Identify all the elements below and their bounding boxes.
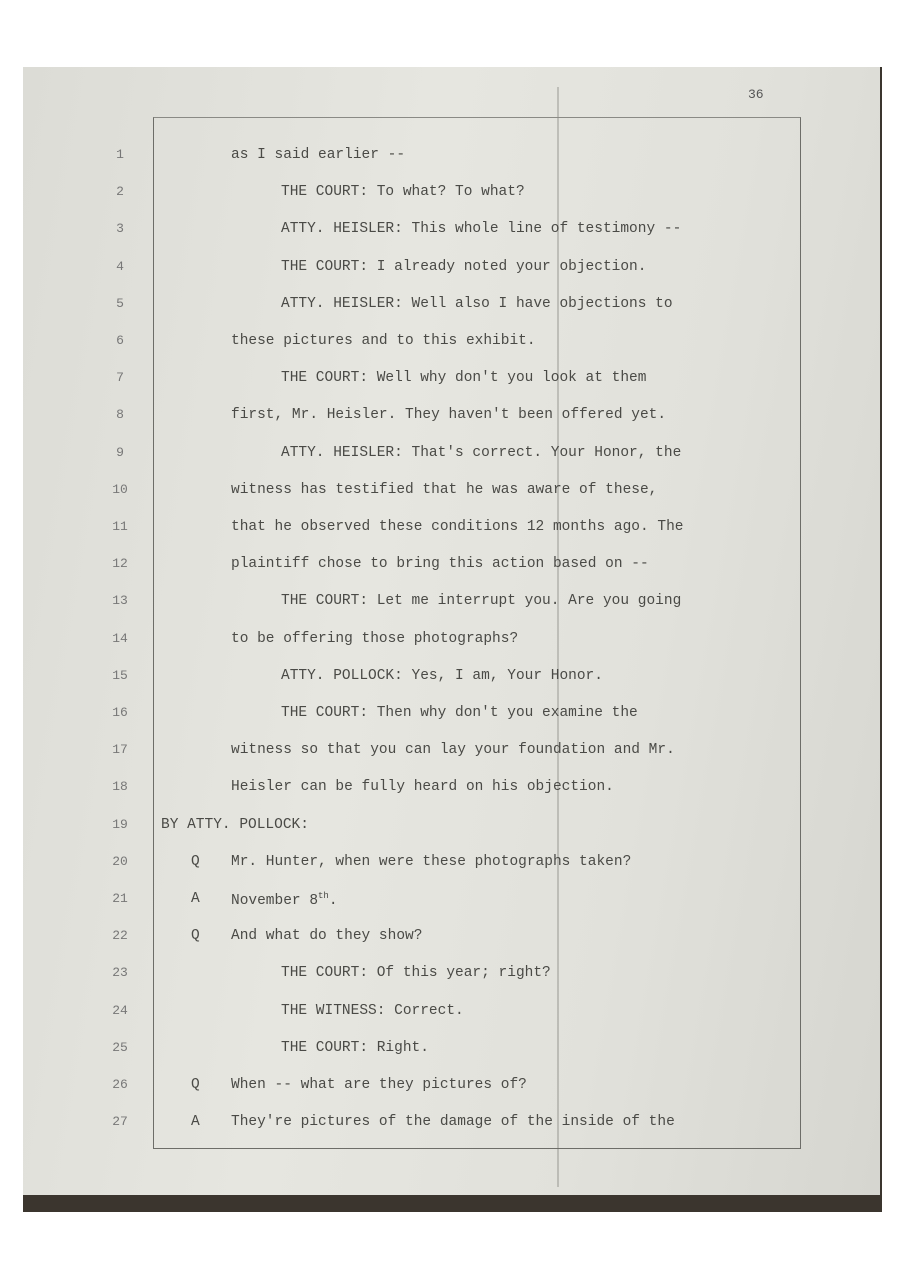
line-text: these pictures and to this exhibit. bbox=[231, 333, 536, 349]
line-number: 3 bbox=[116, 221, 124, 237]
line-number: 11 bbox=[112, 519, 128, 534]
line-number: 4 bbox=[116, 258, 124, 274]
line-text: They're pictures of the damage of the inside of the bbox=[231, 1114, 675, 1131]
transcript-line bbox=[23, 854, 803, 878]
line-number: 24 bbox=[112, 1002, 128, 1018]
line-text: THE COURT: Right. bbox=[281, 1039, 429, 1056]
line-text: THE COURT: Of this year; right? bbox=[281, 965, 551, 982]
transcript-line bbox=[23, 482, 803, 506]
transcript-line bbox=[23, 965, 803, 989]
line-text: THE COURT: I already noted your objection. bbox=[281, 258, 647, 275]
transcript-line bbox=[23, 333, 803, 357]
transcript-line bbox=[23, 519, 803, 543]
qa-marker: Q bbox=[191, 928, 200, 945]
line-text: ATTY. HEISLER: This whole line of testimony -- bbox=[281, 221, 682, 238]
transcript-line bbox=[23, 779, 803, 803]
transcript-line bbox=[23, 445, 803, 469]
line-number: 22 bbox=[112, 928, 128, 944]
transcript-line bbox=[23, 668, 803, 692]
line-text: THE COURT: Then why don't you examine the bbox=[281, 705, 638, 721]
line-text: ATTY. HEISLER: That's correct. Your Honor, the bbox=[281, 444, 682, 461]
transcript-line bbox=[23, 1040, 803, 1064]
line-number: 26 bbox=[112, 1077, 128, 1092]
line-number: 16 bbox=[112, 705, 128, 720]
line-number: 12 bbox=[112, 556, 128, 572]
transcript-page bbox=[23, 67, 880, 1195]
line-text: Mr. Hunter, when were these photographs taken? bbox=[231, 853, 632, 870]
qa-marker: A bbox=[191, 1114, 200, 1131]
line-number: 9 bbox=[116, 444, 124, 460]
line-text: as I said earlier -- bbox=[231, 147, 406, 163]
transcript-line bbox=[23, 370, 803, 394]
line-text: November 8th. bbox=[231, 891, 338, 909]
transcript-line bbox=[23, 147, 803, 171]
line-number: 21 bbox=[112, 891, 128, 906]
line-number: 25 bbox=[112, 1039, 128, 1055]
line-number: 13 bbox=[112, 593, 128, 609]
qa-marker: A bbox=[191, 891, 200, 907]
line-number: 23 bbox=[112, 965, 128, 981]
transcript-line bbox=[23, 928, 803, 952]
line-text: And what do they show? bbox=[231, 928, 423, 945]
qa-marker: Q bbox=[191, 853, 200, 870]
line-text: that he observed these conditions 12 months ago. The bbox=[231, 519, 684, 535]
transcript-line bbox=[23, 259, 803, 283]
line-text: THE COURT: Let me interrupt you. Are you going bbox=[281, 593, 682, 610]
line-text: ATTY. HEISLER: Well also I have objections to bbox=[281, 295, 673, 312]
line-text: BY ATTY. POLLOCK: bbox=[161, 816, 309, 833]
transcript-line bbox=[23, 593, 803, 617]
line-number: 2 bbox=[116, 184, 124, 200]
line-text: THE COURT: To what? To what? bbox=[281, 184, 525, 201]
transcript-line bbox=[23, 407, 803, 431]
line-text: THE COURT: Well why don't you look at them bbox=[281, 370, 647, 387]
transcript-line bbox=[23, 631, 803, 655]
line-number: 14 bbox=[112, 630, 128, 646]
line-text: When -- what are they pictures of? bbox=[231, 1077, 527, 1093]
line-number: 10 bbox=[112, 481, 128, 497]
line-number: 27 bbox=[112, 1114, 128, 1130]
photo-background bbox=[23, 67, 882, 1212]
line-number: 5 bbox=[116, 295, 124, 311]
line-number: 18 bbox=[112, 779, 128, 795]
qa-marker: Q bbox=[191, 1077, 200, 1093]
transcript-line bbox=[23, 221, 803, 245]
transcript-line bbox=[23, 817, 803, 841]
line-text: Heisler can be fully heard on his objection. bbox=[231, 779, 614, 796]
transcript-line bbox=[23, 1077, 803, 1101]
page-number: 36 bbox=[748, 87, 764, 102]
transcript-line bbox=[23, 184, 803, 208]
line-number: 15 bbox=[112, 667, 128, 683]
line-number: 8 bbox=[116, 407, 124, 423]
transcript-line bbox=[23, 891, 803, 915]
line-text: THE WITNESS: Correct. bbox=[281, 1002, 464, 1019]
transcript-line bbox=[23, 705, 803, 729]
line-number: 1 bbox=[116, 147, 124, 162]
line-text: plaintiff chose to bring this action based on -- bbox=[231, 556, 649, 573]
line-text: witness has testified that he was aware of these, bbox=[231, 481, 658, 498]
line-number: 19 bbox=[112, 816, 128, 832]
line-text: to be offering those photographs? bbox=[231, 630, 519, 647]
transcript-line bbox=[23, 742, 803, 766]
line-text: first, Mr. Heisler. They haven't been offered yet. bbox=[231, 407, 667, 424]
transcript-line bbox=[23, 1003, 803, 1027]
transcript-line bbox=[23, 1114, 803, 1138]
line-number: 20 bbox=[112, 853, 128, 869]
line-text: ATTY. POLLOCK: Yes, I am, Your Honor. bbox=[281, 667, 603, 684]
line-number: 6 bbox=[116, 333, 124, 348]
line-number: 7 bbox=[116, 370, 124, 386]
line-number: 17 bbox=[112, 742, 128, 758]
transcript-line bbox=[23, 296, 803, 320]
line-text: witness so that you can lay your foundation and Mr. bbox=[231, 742, 675, 759]
transcript-line bbox=[23, 556, 803, 580]
